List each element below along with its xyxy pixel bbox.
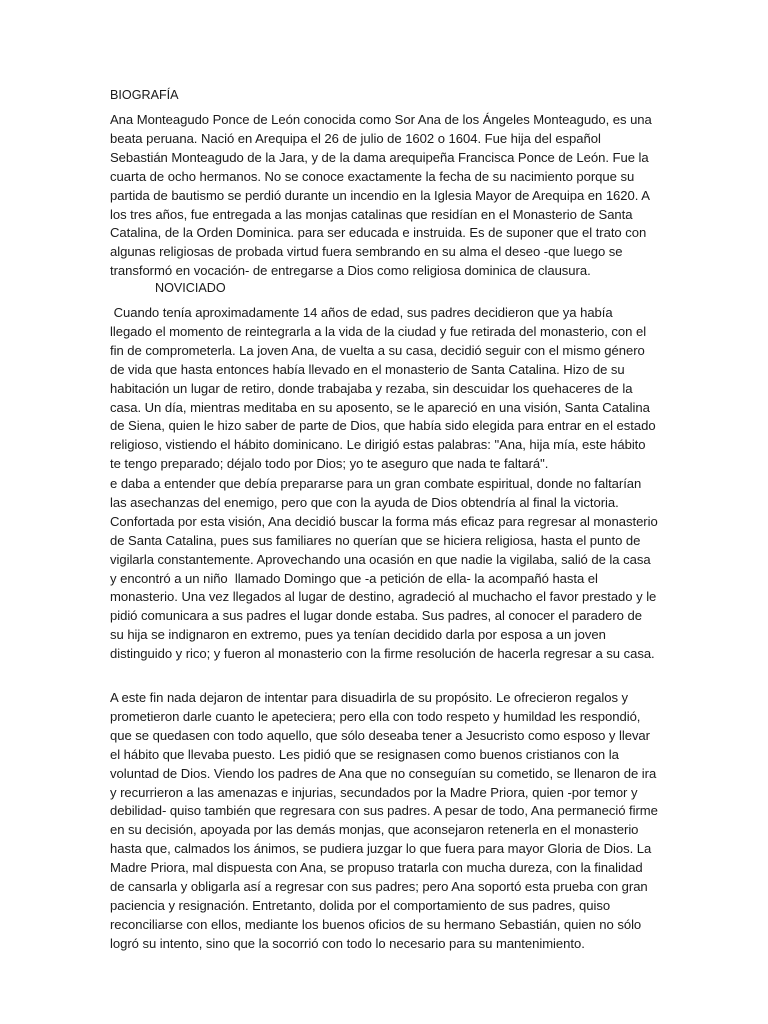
paragraph-noviciado-2: e daba a entender que debía prepararse para un gran combate espiritual, donde no faltarían las asechanzas del enemigo, pero que con la ayuda de Dios obtendría al final la victoria. Confortada por esta visión, Ana decidió buscar la forma más eficaz para regresar al monasterio de Santa Catalina, pues sus familiares no querían que se hiciera religiosa, hasta el punto de vigilarla constantemente. Aprovechando una ocasión en que nadie la vigilaba, salió de la casa y encontró a un niño llamado Domingo que -a petición de ella- la acompañó hasta el monasterio. Una vez llegados al lugar de destino, agradeció al muchacho el favor prestado y le pidió comunicara a sus padres el lugar donde estaba. Sus padres, al conocer el paradero de su hija se indignaron en extremo, pues ya tenían decidido darla por esposa a un joven distinguido y rico; y fueron al monasterio con la firme resolución de hacerla regresar a su casa. [110,476,662,662]
paragraph-biografia: Ana Monteagudo Ponce de León conocida como Sor Ana de los Ángeles Monteagudo, es una beata peruana. Nació en Arequipa el 26 de julio de 1602 o 1604. Fue hija del español Sebastián Monteagudo de la Jara, y de la dama arequipeña Francisca Ponce de León. Fue la cuarta de ocho hermanos. No se conoce exactamente la fecha de su nacimiento porque su partida de bautismo se perdió durante un incendio en la Iglesia Mayor de Arequipa en 1620. A los tres años, fue entregada a las monjas catalinas que residían en el Monasterio de Santa Catalina, de la Orden Dominica. para ser educada e instruida. Es de suponer que el trato con algunas religiosas de probada virtud fuera sembrando en su alma el deseo -que luego se transformó en vocación- de entregarse a Dios como religiosa dominica de clausura. [110,112,652,279]
paragraph-noviciado-3: A este fin nada dejaron de intentar para disuadirla de su propósito. Le ofrecieron regalos y prometieron darle cuanto le apeteciera; pero ella con todo respeto y humildad les respondió, que se quedasen con todo aquello, que sólo deseaba tener a Jesucristo como esposo y llevar el hábito que llevaba puesto. Les pidió que se resignasen como buenos cristianos con la voluntad de Dios. Viendo los padres de Ana que no conseguían su cometido, se llenaron de ira y recurrieron a las amenazas e injurias, secundados por la Madre Priora, quien -por temor y debilidad- quiso también que regresara con sus padres. A pesar de todo, Ana permaneció firme en su decisión, apoyada por las demás monjas, que aconsejaron retenerla en el monasterio hasta que, calmados los ánimos, se pudiera juzgar lo que fuera para mayor Gloria de Dios. La Madre Priora, mal dispuesta con Ana, se propuso tratarla con mucha dureza, con la finalidad de cansarla y obligarla así a regresar con sus padres; pero Ana soportó esta prueba con gran paciencia y resignación. Entretanto, dolida por el comportamiento de sus padres, quiso reconciliarse con ellos, mediante los buenos oficios de su hermano Sebastián, quien no sólo logró su intento, sino que la socorrió con todo lo necesario para su mantenimiento. [110,690,658,951]
heading-noviciado: NOVICIADO [155,281,226,295]
heading-biografia: BIOGRAFÍA [110,88,179,102]
paragraph-noviciado-1: Cuando tenía aproximadamente 14 años de edad, sus padres decidieron que ya había llegado el momento de reintegrarla a la vida de la ciudad y fue retirada del monasterio, con el fin de comprometerla. La joven Ana, de vuelta a su casa, decidió seguir con el mismo género de vida que hasta entonces había llevado en el monasterio de Santa Catalina. Hizo de su habitación un lugar de retiro, donde trabajaba y rezaba, sin descuidar los quehaceres de la casa. Un día, mientras meditaba en su aposento, se le apareció en una visión, Santa Catalina de Siena, quien le hizo saber de parte de Dios, que había sido elegida para entrar en el estado religioso, vistiendo el hábito dominicano. Le dirigió estas palabras: "Ana, hija mía, este hábito te tengo preparado; déjalo todo por Dios; yo te aseguro que nada te faltará". [110,305,660,472]
